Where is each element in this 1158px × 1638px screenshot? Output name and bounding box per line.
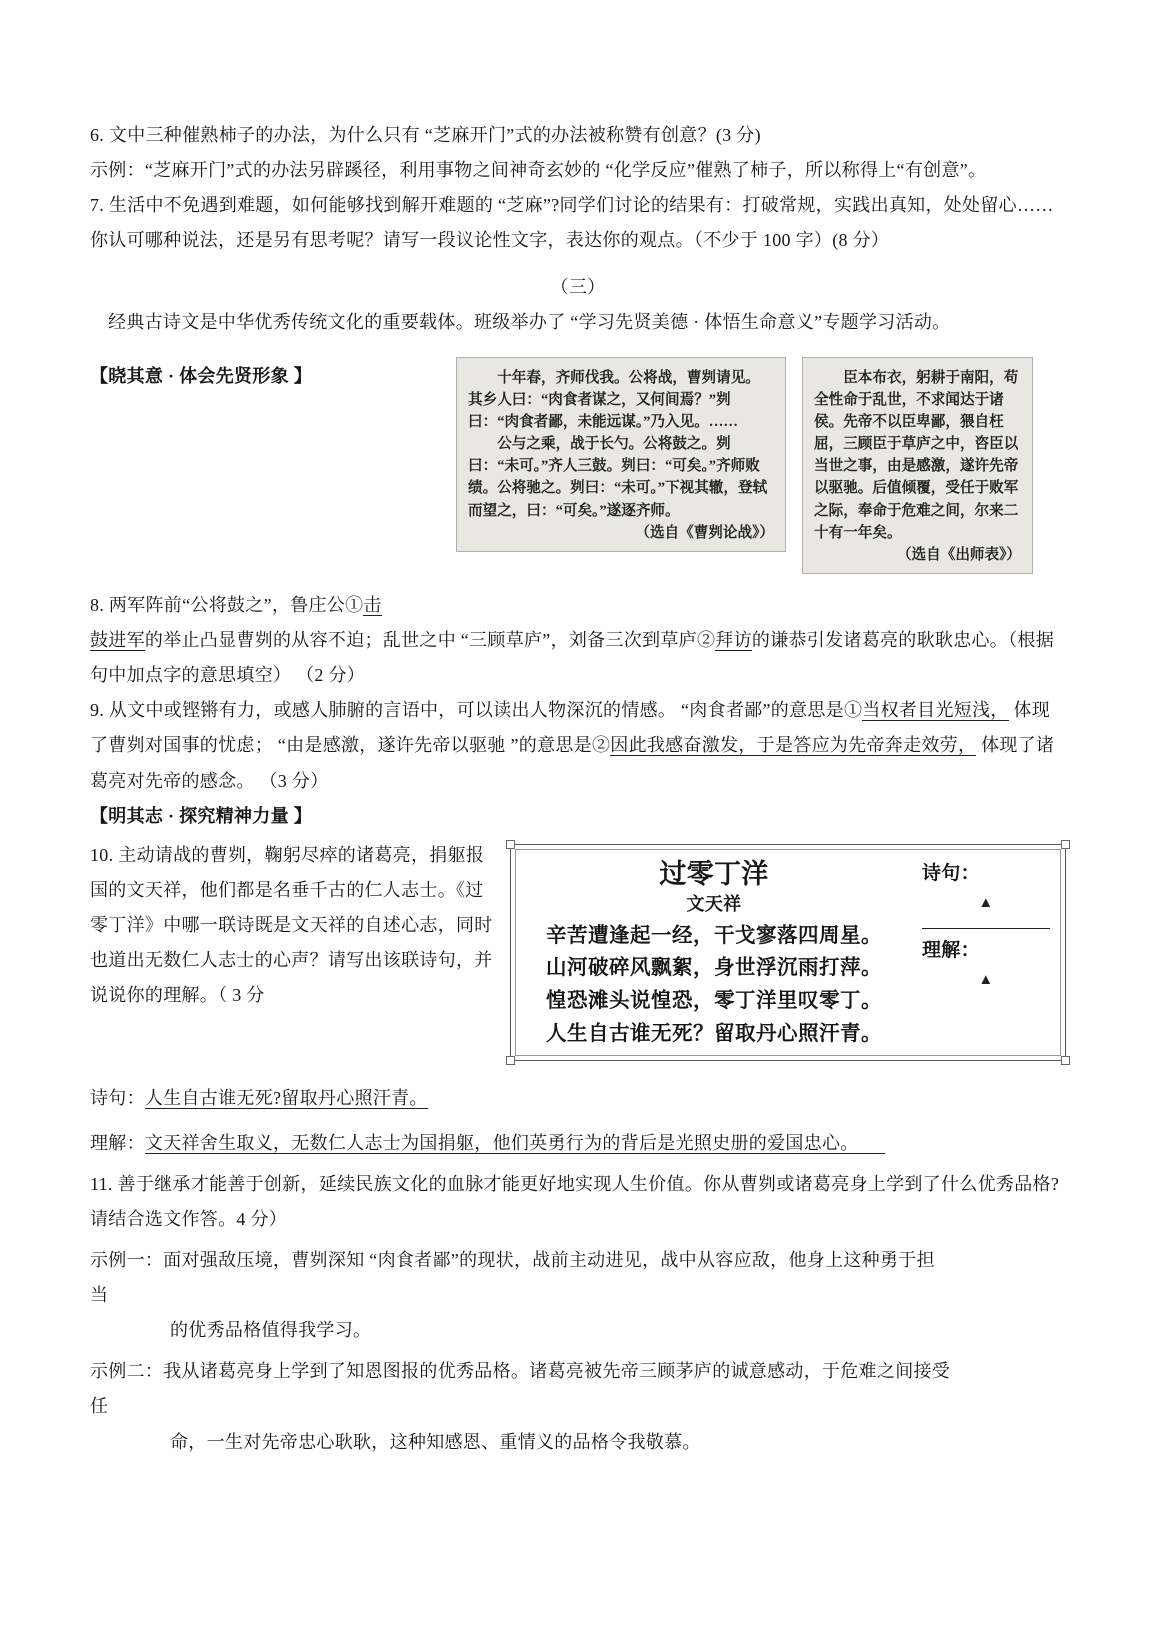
poem-line-3: 惶恐滩头说惶恐，零丁洋里叹零丁。 bbox=[546, 990, 882, 1013]
passage1-source: （选自《曹刿论战》） bbox=[635, 524, 774, 541]
q8-text-3: 的谦恭引发诸葛亮的耿耿忠心。（根据句中加点字的意思填空） （2 分） bbox=[90, 630, 1054, 686]
q10-understanding-answer-line bbox=[90, 1126, 1066, 1161]
frame-corner-icon bbox=[506, 1056, 515, 1065]
example-1-line-2: 的优秀品格值得我学习。 bbox=[170, 1320, 372, 1341]
q8-answer-blank-1: 击 bbox=[363, 595, 382, 616]
poem-title: 过零丁洋 bbox=[659, 858, 769, 889]
understanding-answer-text: 文天祥舍生取义，无数仁人志士为国捐躯，他们英勇行为的背后是光照史册的爱国忠心。 bbox=[145, 1133, 885, 1154]
q8-answer-blank-1-cont: 鼓进军 bbox=[90, 630, 145, 651]
question-6: 6. 文中三种催熟柿子的办法，为什么只有 “芝麻开门”式的办法被称赞有创意？(3 分) bbox=[90, 125, 761, 145]
answer-divider bbox=[922, 928, 1050, 929]
question-11: 11. 善于继承才能善于创新，延续民族文化的血脉才能更好地实现人生价值。你从曹刿或诸葛亮身上学到了什么优秀品格?请结合选文作答。4 分） bbox=[90, 1173, 1060, 1229]
question-8-line1 bbox=[90, 588, 1066, 623]
q9-text-2: 体现了曹刿对国事的忧虑； “由是感激，遂许先帝以驱驰 ”的意思是② bbox=[90, 700, 1051, 756]
question-8-line2 bbox=[90, 623, 1066, 693]
passage2-paragraph-1: 臣本布衣，躬耕于南阳，苟全性命于乱世，不求闻达于诸侯。先帝不以臣卑鄙，猥自枉屈，三顾臣于草庐之中，咨臣以当世之事，由是感激，遂许先帝以驱驰。后值倾覆，受任于败军之际，奉命于危难之间，尔来二十有一年矣。 bbox=[814, 369, 1019, 541]
q9-text-3: 体现了诸葛亮对先帝的感念。 （3 分） bbox=[90, 735, 1055, 791]
activity-label-2: 【明其志 · 探究精神力量 】 bbox=[90, 805, 313, 826]
frame-corner-icon bbox=[506, 840, 515, 849]
q9-answer-blank-2: 因此我感奋激发，于是答应为先帝奔走效劳， bbox=[610, 735, 977, 756]
understanding-label: 理解： bbox=[922, 939, 980, 961]
example-2-line-1: 示例二：我从诸葛亮身上学到了知恩图报的优秀品格。诸葛亮被先帝三顾茅庐的诚意感动，于危难之间接受 bbox=[90, 1361, 951, 1382]
example-2-line-2: 命，一生对先帝忠心耿耿，这种知感恩、重情义的品格令我敬慕。 bbox=[170, 1431, 701, 1452]
question-9 bbox=[90, 693, 1066, 798]
question-6-answer: 示例：“芝麻开门”式的办法另辟蹊径，利用事物之间神奇玄妙的 “化学反应”催熟了柿子，所以称得上“有创意”。 bbox=[90, 160, 987, 181]
poem-line-1: 辛苦遭逢起一经，干戈寥落四周星。 bbox=[546, 924, 882, 947]
poem-text bbox=[516, 850, 912, 1055]
poem-inner bbox=[515, 849, 1061, 1056]
passage-row bbox=[90, 357, 1066, 575]
example-1-line-1: 示例一：面对强敌压境，曹刿深知 “肉食者鄙”的现状，战前主动进见，战中从容应敌，他身上这种勇于担 bbox=[90, 1250, 935, 1271]
poem-author: 文天祥 bbox=[686, 894, 742, 915]
passage-chushibiao bbox=[802, 357, 1033, 575]
verse-answer-text: 人生自古谁无死?留取丹心照汗青。 bbox=[144, 1087, 428, 1108]
answer-marker-triangle-icon: ▲ bbox=[978, 972, 994, 989]
passage2-source: （选自《出师表》） bbox=[896, 546, 1021, 563]
example-1-line-1b: 当 bbox=[90, 1285, 109, 1306]
frame-corner-icon bbox=[1061, 1056, 1070, 1065]
q10-verse-answer-line bbox=[90, 1081, 1066, 1116]
verse-answer-label: 诗句： bbox=[90, 1087, 145, 1108]
activity-label-1: 【晓其意 · 体会先贤形象 】 bbox=[90, 365, 313, 386]
poem-line-2: 山河破碎风飘絮，身世浮沉雨打萍。 bbox=[546, 957, 882, 980]
understanding-answer-label: 理解： bbox=[90, 1132, 145, 1153]
poem-line-4: 人生自古谁无死？留取丹心照汗青。 bbox=[546, 1022, 882, 1045]
answer-marker-triangle-icon: ▲ bbox=[978, 895, 994, 912]
passage-caogui-lunzhan bbox=[456, 357, 786, 552]
section-3-heading: （三） bbox=[550, 277, 606, 298]
poem-frame bbox=[510, 844, 1066, 1061]
section-3-intro: 经典古诗文是中华优秀传统文化的重要载体。班级举办了 “学习先贤美德 · 体悟生命意义”专题学习活动。 bbox=[108, 312, 951, 333]
frame-corner-icon bbox=[1061, 840, 1070, 849]
q9-text-1: 9. 从文中或铿锵有力，或感人肺腑的言语中，可以读出人物深沉的情感。 “肉食者鄙”的意思是① bbox=[90, 700, 863, 721]
question-10: 10. 主动请战的曹刿，鞠躬尽瘁的诸葛亮，捐躯报国的文天祥，他们都是名垂千古的仁人志士。《过零丁洋》中哪一联诗既是文天祥的自述心志，同时也道出无数仁人志士的心声？请写出该联诗句，并说说你的理解。（ 3 分 bbox=[90, 844, 493, 1006]
passage1-paragraph-2: 公与之乘，战于长勺。公将鼓之。刿曰：“未可。”齐人三鼓。刿曰：“可矣。”齐师败绩。公将驰之。刿曰：“未可。”下视其辙，登轼而望之，曰：“可矣。”遂逐齐师。 bbox=[468, 436, 768, 519]
question-7: 7. 生活中不免遇到难题，如何能够找到解开难题的 “芝麻”?同学们讨论的结果有：打破常规，实践出真知，处处留心……你认可哪种说法，还是另有思考呢？请写一段议论性文字，表达你的观点。（不少于 100 字）(8 分） bbox=[90, 195, 1054, 251]
question-10-block bbox=[90, 838, 1066, 1071]
q8-answer-blank-2: 拜访 bbox=[715, 630, 752, 651]
passage1-paragraph-1: 十年春，齐师伐我。公将战，曹刿请见。其乡人曰：“肉食者谋之，又何间焉？”刿曰：“肉食者鄙，未能远谋。”乃入见。…… bbox=[468, 369, 760, 430]
example-2-line-1b: 任 bbox=[90, 1396, 109, 1417]
q8-text-2: 的举止凸显曹刿的从容不迫；乱世之中 “三顾草庐”，刘备三次到草庐② bbox=[144, 630, 716, 651]
q8-text-1: 8. 两军阵前“公将鼓之”，鲁庄公① bbox=[90, 595, 364, 616]
poem-answer-column bbox=[912, 850, 1060, 1055]
q9-answer-blank-1: 当权者目光短浅， bbox=[862, 700, 1009, 721]
verse-label: 诗句： bbox=[922, 862, 980, 884]
